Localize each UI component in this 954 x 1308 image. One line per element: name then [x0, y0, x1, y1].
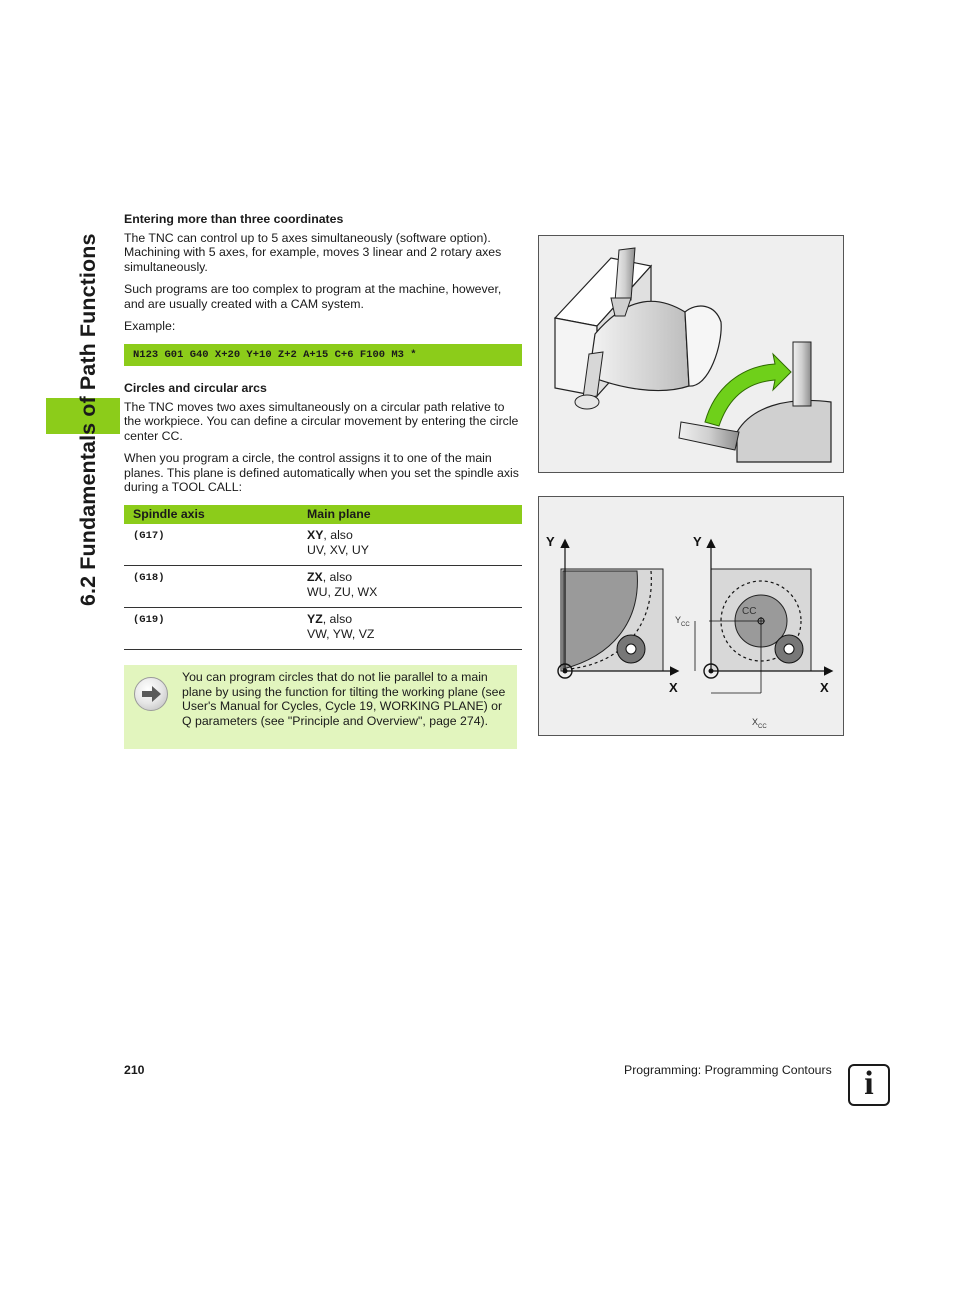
note-text: You can program circles that do not lie parallel to a main plane by using the function for tilting the working plane (see User's Manual for Cycles, Cycle 19, WORKING PLANE) or Q parameters (see "Principle and Overview", page 274). — [182, 670, 506, 728]
info-icon — [848, 1064, 890, 1106]
section-heading: Entering more than three coordinates — [124, 212, 344, 226]
section-heading: Circles and circular arcs — [124, 381, 267, 395]
paragraph: The TNC moves two axes simultaneously on a circular path relative to the workpiece. You can define a circular movement by entering the circle center CC. — [124, 399, 519, 443]
table-row — [124, 524, 522, 566]
table-header — [124, 505, 522, 524]
arrow-right-icon — [134, 677, 168, 711]
plane-cell: ZX, also WU, ZU, WX — [307, 570, 378, 599]
five-axis-figure — [538, 235, 844, 473]
table-row — [124, 566, 522, 608]
right-y-label: Y — [693, 534, 702, 549]
ycc-label: $Y_{CC}$ — [675, 615, 690, 628]
plane-cell: YZ, also VW, YW, VZ — [307, 612, 375, 641]
example-label: Example: — [124, 319, 176, 333]
page-number: 210 — [124, 1063, 145, 1077]
paragraph: Such programs are too complex to program at the machine, however, and are usually created with a CAM system. — [124, 282, 502, 311]
table-header-cell: Main plane — [307, 507, 371, 521]
five-axis-illustration — [539, 236, 843, 472]
info-glyph: i — [864, 1065, 874, 1102]
paragraph: The TNC can control up to 5 axes simultaneously (software option). Machining with 5 axes, for example, moves 3 linear and 2 rotary axes simultaneously. — [124, 230, 502, 274]
circle-diagram — [539, 497, 843, 735]
footer-title: Programming: Programming Contours — [624, 1063, 832, 1077]
spindle-code: (G17) — [133, 530, 165, 542]
code-example: N123 G01 G40 X+20 Y+10 Z+2 A+15 C+6 F100 M3 * — [124, 344, 522, 366]
section-circles — [124, 381, 524, 495]
table-row — [124, 608, 522, 650]
left-x-label: X — [669, 680, 678, 695]
left-y-label: Y — [546, 534, 555, 549]
circle-figure — [538, 496, 844, 736]
right-x-label: X — [820, 680, 829, 695]
spindle-code: (G18) — [133, 572, 165, 584]
cc-label: CC — [742, 606, 757, 617]
spindle-code: (G19) — [133, 614, 165, 626]
plane-cell: XY, also UV, XV, UY — [307, 528, 369, 557]
table-header-cell: Spindle axis — [133, 507, 205, 521]
section-coordinates — [124, 212, 524, 334]
note-box — [124, 665, 517, 749]
xcc-label: $X_{CC}$ — [752, 717, 767, 730]
paragraph: When you program a circle, the control assigns it to one of the main planes. This plane is defined automatically when you set the spindle axis during a TOOL CALL: — [124, 451, 519, 494]
main-plane-table — [124, 505, 522, 650]
